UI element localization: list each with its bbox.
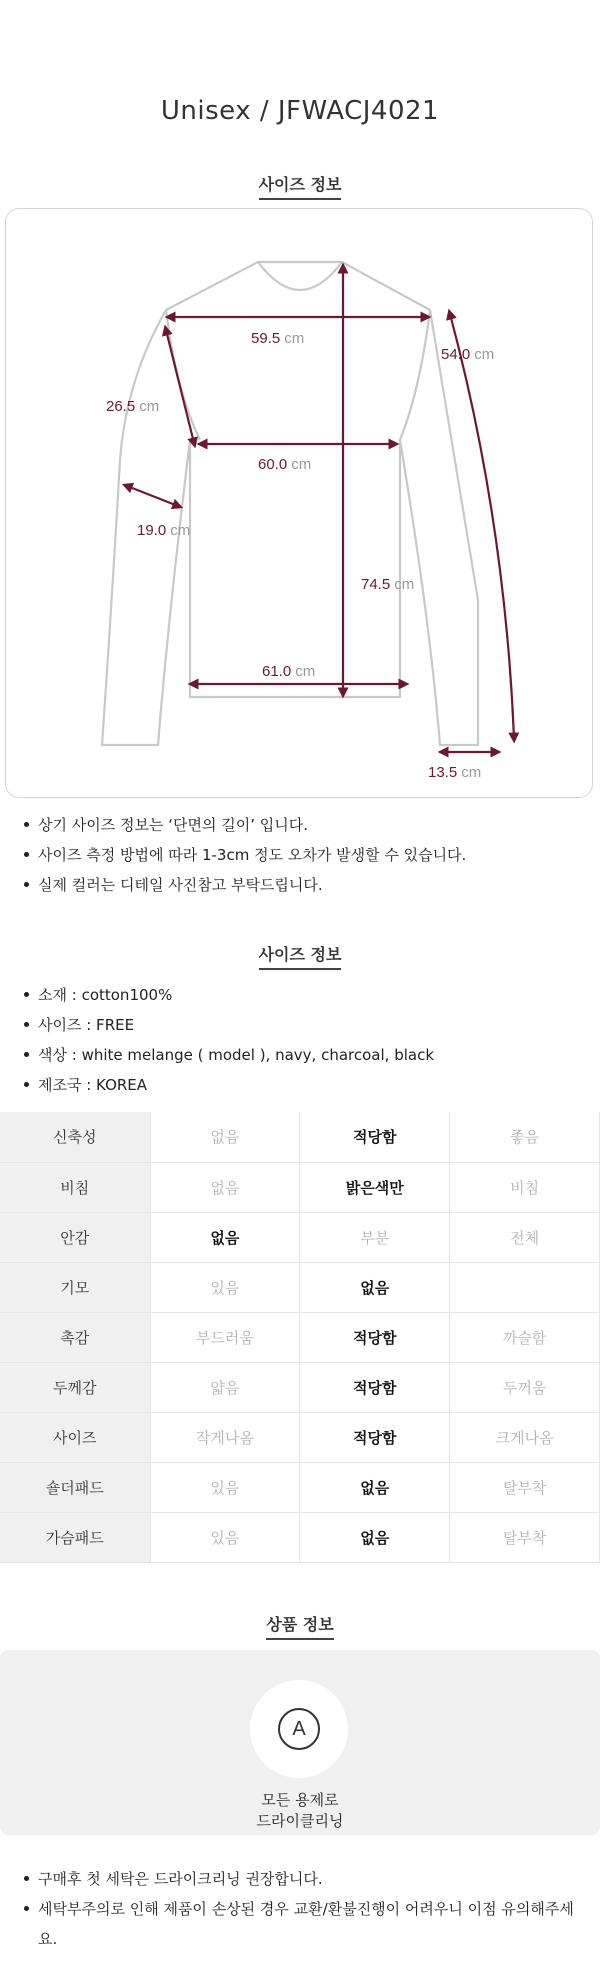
attribute-option-selected: 적당함 — [300, 1362, 450, 1412]
attribute-option-selected: 없음 — [300, 1462, 450, 1512]
attribute-row — [0, 1512, 600, 1562]
size-diagram — [0, 0, 600, 800]
attribute-label: 비침 — [0, 1162, 150, 1212]
attribute-option: 탈부착 — [450, 1462, 600, 1512]
attribute-option: 없음 — [150, 1162, 300, 1212]
attribute-option-selected: 밝은색만 — [300, 1162, 450, 1212]
attribute-table — [0, 1112, 600, 1563]
attribute-option: 없음 — [150, 1112, 300, 1162]
attribute-option: 얇음 — [150, 1362, 300, 1412]
attribute-option: 부드러움 — [150, 1312, 300, 1362]
attribute-row — [0, 1312, 600, 1362]
list-item: 제조국 : KOREA — [0, 1070, 600, 1100]
attribute-option: 부분 — [300, 1212, 450, 1262]
care-notes-list — [0, 1864, 600, 1954]
list-item: 구매후 첫 세탁은 드라이크리닝 권장합니다. — [0, 1864, 600, 1894]
attribute-option-selected: 없음 — [150, 1212, 300, 1262]
attribute-row — [0, 1112, 600, 1162]
list-item: 세탁부주의로 인해 제품이 손상된 경우 교환/환불진행이 어려우니 이점 유의해주세 — [0, 1894, 600, 1924]
care-label-line2: 드라이클리닝 — [256, 1812, 344, 1830]
attribute-option: 있음 — [150, 1512, 300, 1562]
info-section-title: 사이즈 정보 — [0, 942, 600, 970]
shoulder-label: 59.5 cm — [251, 330, 305, 347]
attribute-row — [0, 1412, 600, 1462]
list-item: 사이즈 측정 방법에 따라 1-3cm 정도 오차가 발생할 수 있습니다. — [0, 840, 600, 870]
attribute-option: 까슬함 — [450, 1312, 600, 1362]
list-item: 색상 : white melange ( model ), navy, charcoal, black — [0, 1040, 600, 1070]
list-item-continued: 요. — [38, 1930, 58, 1948]
upper-arm-measure-line — [127, 486, 178, 506]
attribute-option-selected: 적당함 — [300, 1312, 450, 1362]
product-section-title: 상품 정보 — [0, 1612, 600, 1640]
attribute-option: 비침 — [450, 1162, 600, 1212]
attribute-option: 두꺼움 — [450, 1362, 600, 1412]
list-item: 소재 : cotton100% — [0, 980, 600, 1010]
attribute-row — [0, 1362, 600, 1412]
attribute-label: 기모 — [0, 1262, 150, 1312]
attribute-label: 두께감 — [0, 1362, 150, 1412]
attribute-option: 크게나옴 — [450, 1412, 600, 1462]
attribute-row — [0, 1262, 600, 1312]
attribute-option: 탈부착 — [450, 1512, 600, 1562]
upper-arm-label: 19.0 cm — [137, 522, 191, 539]
attribute-option: 있음 — [150, 1462, 300, 1512]
attribute-option: 작게나옴 — [150, 1412, 300, 1462]
attribute-option-selected: 적당함 — [300, 1412, 450, 1462]
size-section-title: 사이즈 정보 — [0, 172, 600, 200]
attribute-row — [0, 1212, 600, 1262]
attribute-option-selected: 없음 — [300, 1512, 450, 1562]
attribute-label: 가슴패드 — [0, 1512, 150, 1562]
attribute-label: 신축성 — [0, 1112, 150, 1162]
armhole-label: 26.5 cm — [106, 398, 160, 415]
attribute-row — [0, 1162, 600, 1212]
attribute-label: 숄더패드 — [0, 1462, 150, 1512]
hem-label: 61.0 cm — [262, 663, 316, 680]
attribute-option: 좋음 — [450, 1112, 600, 1162]
page-title: Unisex / JFWACJ4021 — [160, 96, 440, 126]
attribute-option: 있음 — [150, 1262, 300, 1312]
attribute-label: 사이즈 — [0, 1412, 150, 1462]
attribute-row — [0, 1462, 600, 1512]
chest-label: 60.0 cm — [258, 456, 312, 473]
care-label-line1: 모든 용제로 — [261, 1791, 339, 1809]
length-label: 74.5 cm — [361, 576, 415, 593]
cuff-label: 13.5 cm — [428, 764, 482, 781]
list-item: 실제 컬러는 디테일 사진참고 부탁드립니다. — [0, 870, 600, 900]
attribute-option: 전체 — [450, 1212, 600, 1262]
size-notes-list — [0, 810, 600, 900]
attribute-option — [450, 1262, 600, 1312]
dry-clean-icon: A — [278, 1708, 320, 1750]
attribute-option-selected: 없음 — [300, 1262, 450, 1312]
attribute-option-selected: 적당함 — [300, 1112, 450, 1162]
attribute-label: 촉감 — [0, 1312, 150, 1362]
sleeve-label: 54.0 cm — [441, 346, 495, 363]
armhole-measure-line — [166, 330, 194, 443]
attribute-label: 안감 — [0, 1212, 150, 1262]
sleeve-measure-line — [450, 314, 514, 738]
product-info-list — [0, 980, 600, 1100]
list-item: 사이즈 : FREE — [0, 1010, 600, 1040]
list-item: 상기 사이즈 정보는 ‘단면의 길이’ 입니다. — [0, 810, 600, 840]
